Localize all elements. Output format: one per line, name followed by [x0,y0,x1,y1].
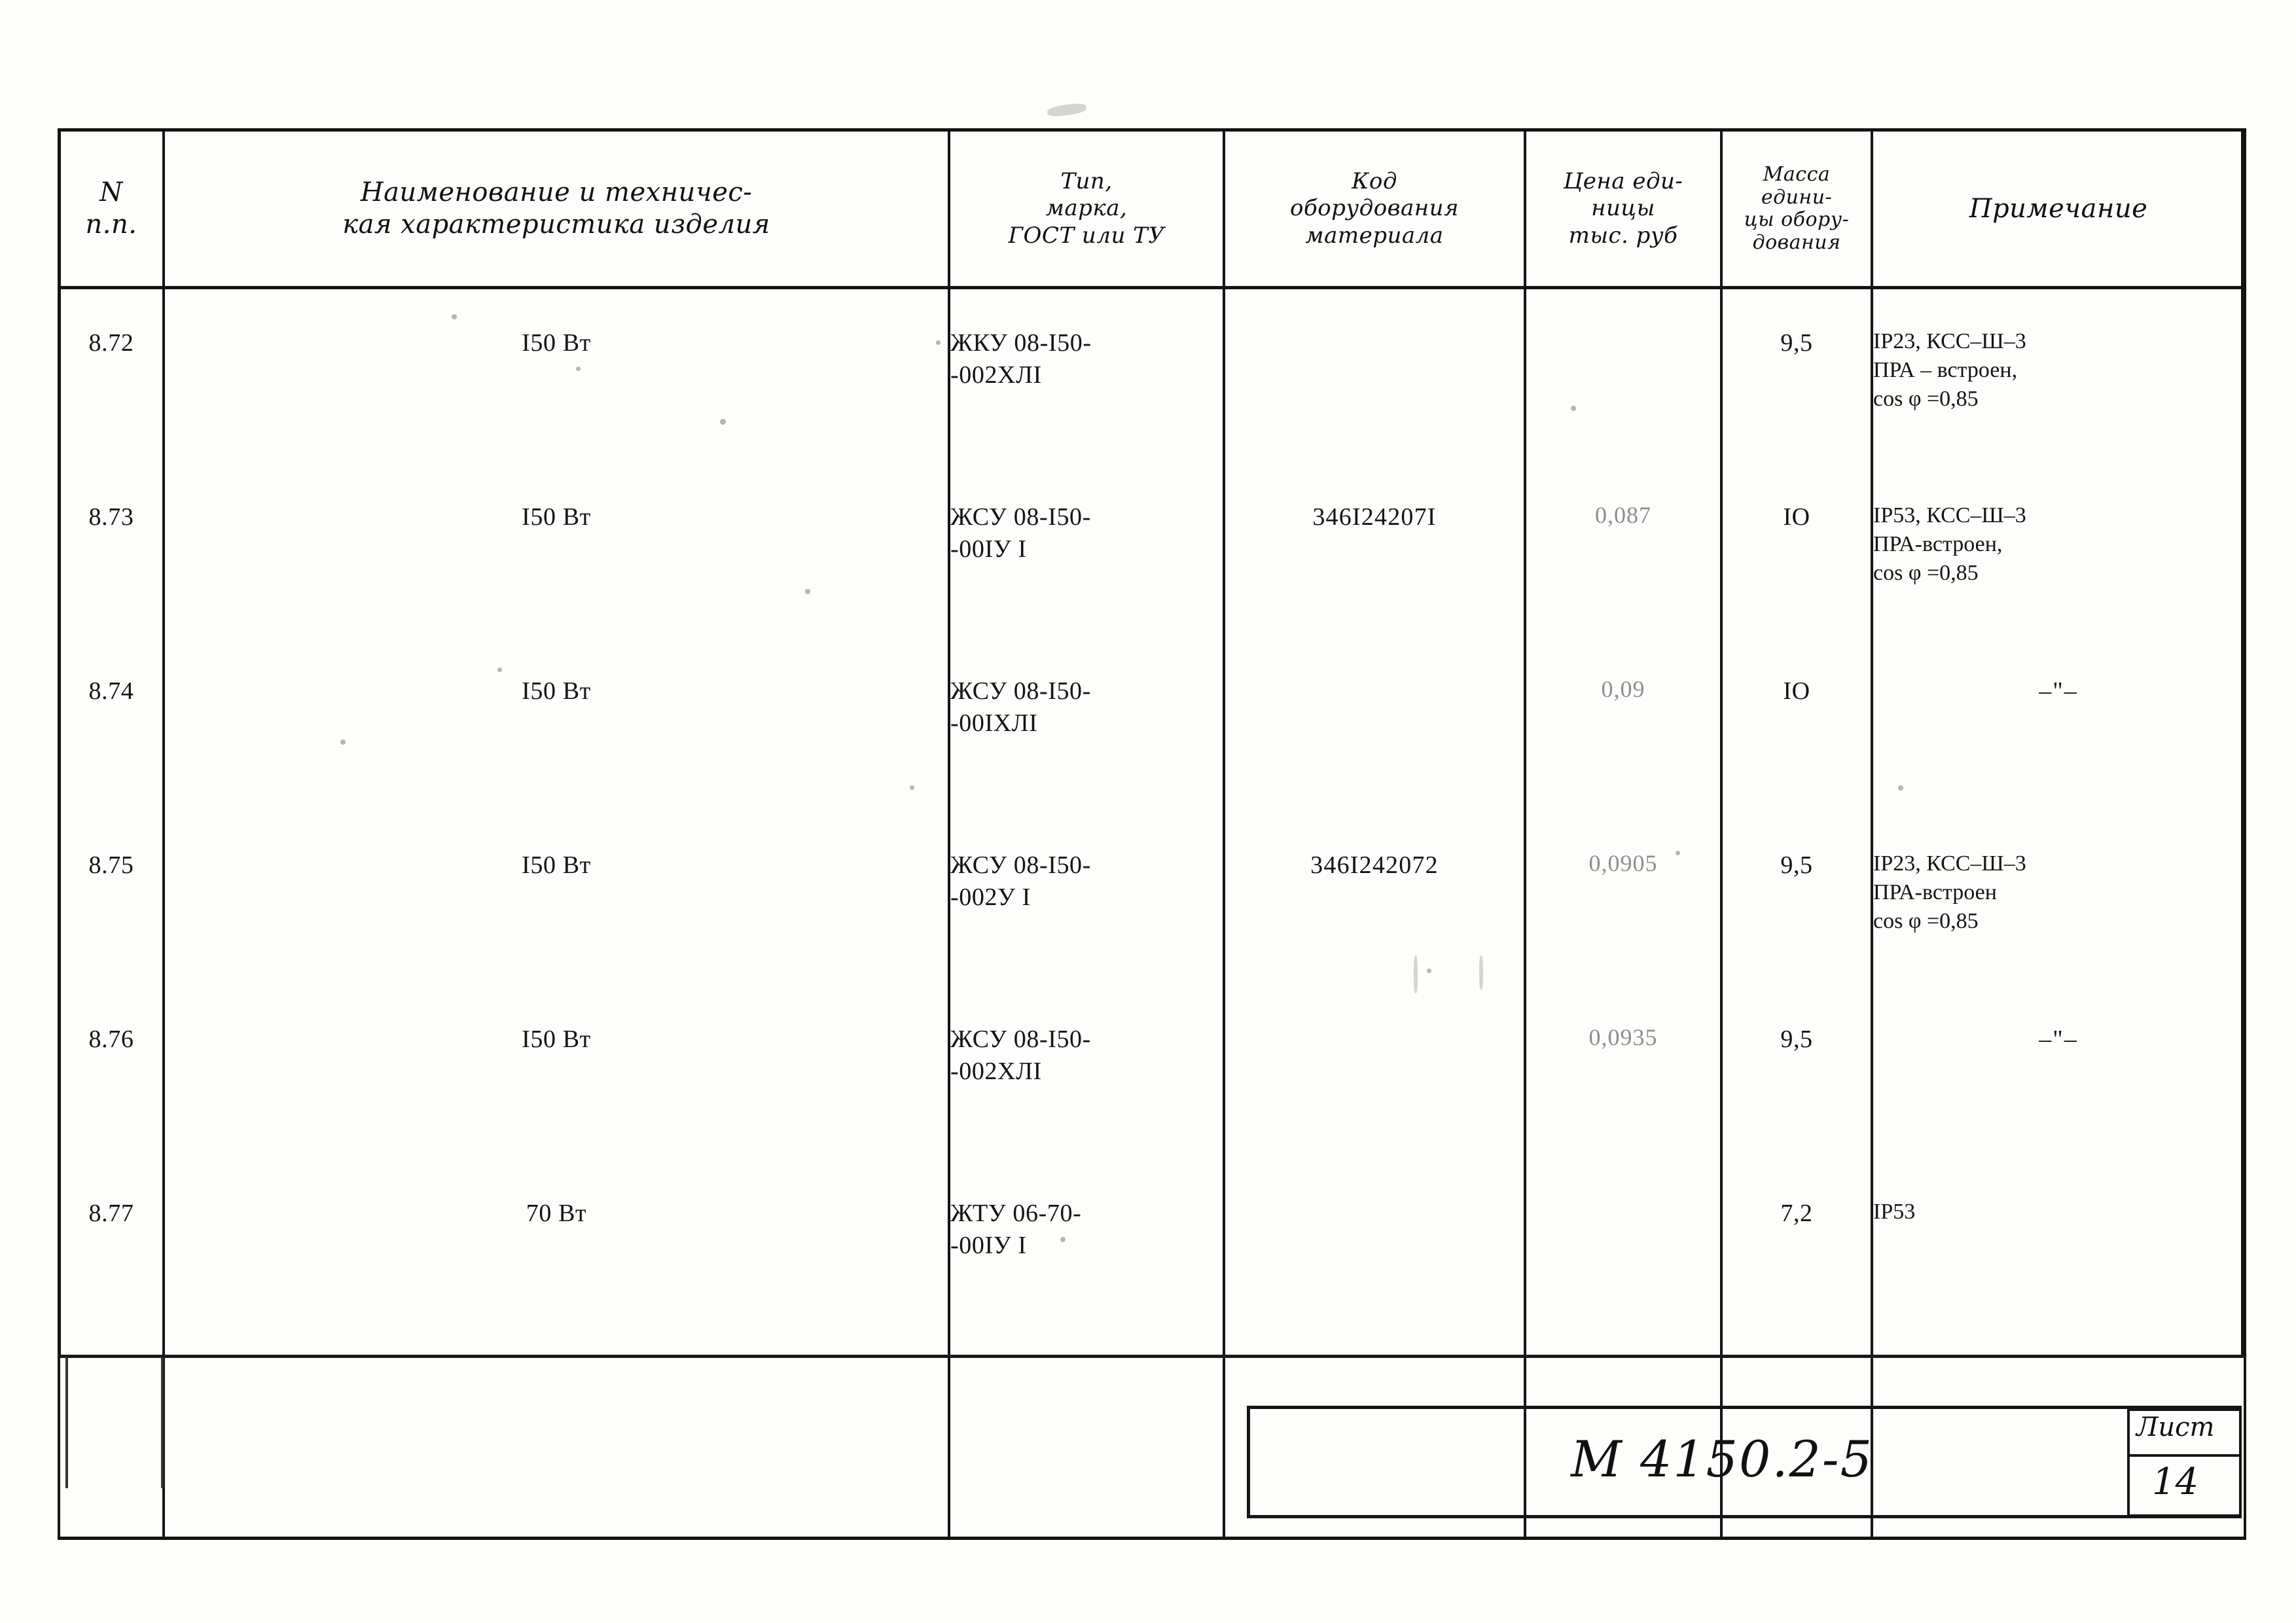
row-type-line2: -00IХЛI [950,709,1038,737]
cell-number [59,288,164,464]
table-row [59,288,2245,464]
row-note-line2: ПРА-встроен, [1873,532,2003,557]
cell-name [164,812,949,986]
row-note-line1: IР23, КСС–Ш–3 [1873,329,2026,353]
row-price-value: 0,087 [1595,502,1651,528]
specification-table-container [58,128,2244,1346]
scan-speck [805,589,810,594]
row-note-line1: –"– [2039,677,2078,705]
sheet-number: 14 [2152,1461,2199,1503]
cell-type [949,812,1224,986]
header-mass-line3: цы обору- [1744,208,1850,231]
table-header-row [59,130,2245,288]
row-mass-value: 7,2 [1780,1200,1813,1227]
table-row [59,1160,2245,1334]
header-cell-name [164,130,949,288]
cell-price [1525,637,1721,812]
header-cell-note [1872,130,2245,288]
row-note-line3: cos φ =0,85 [1873,561,1979,586]
row-number-value: 8.76 [88,1026,134,1053]
row-price-value: 0,0935 [1588,1024,1658,1050]
row-type-line2: -002ХЛI [950,1057,1042,1085]
row-name-value: I50 Вт [522,851,591,879]
cell-note [1872,812,2245,986]
cell-mass [1721,1160,1872,1334]
empty-cell-type [949,1334,1224,1539]
cell-type [949,637,1224,812]
scan-speck [576,366,581,371]
scan-speck [1676,851,1680,855]
row-mass-value: 9,5 [1780,1026,1813,1053]
scan-speck [1427,969,1431,973]
table-bottom-border [58,1355,2244,1358]
row-note-line1: –"– [2039,1026,2078,1053]
row-price-value: 0,0905 [1588,850,1658,876]
row-note-line3: cos φ =0,85 [1873,387,1979,412]
cell-number [59,986,164,1160]
column-tail-left [65,1357,68,1488]
cell-price [1525,463,1721,637]
header-mass-line4: дования [1752,230,1841,254]
row-number-value: 8.73 [88,503,134,531]
header-cell-type [949,130,1224,288]
cell-number [59,463,164,637]
row-mass-value: IO [1783,503,1810,531]
row-note-line3: cos φ =0,85 [1873,909,1979,934]
empty-cell-name [164,1334,949,1539]
cell-mass [1721,288,1872,464]
header-code-line1: Код [1352,168,1397,194]
scan-speck [340,740,346,745]
cell-name [164,986,949,1160]
cell-code [1224,288,1525,464]
cell-mass [1721,812,1872,986]
column-tail-number [161,1357,164,1488]
cell-mass [1721,637,1872,812]
row-type-line2: -002ХЛI [950,361,1042,389]
row-type-line1: ЖСУ 08-I50- [950,677,1091,705]
header-type-line1: Тип, [1060,168,1113,194]
row-note-line1: IР23, КСС–Ш–3 [1873,851,2026,876]
scan-speck [1571,406,1576,411]
row-type-line2: -00IУ I [950,1231,1027,1259]
specification-table [58,128,2246,1540]
row-number-value: 8.77 [88,1200,134,1227]
header-cell-number [59,130,164,288]
cell-name [164,288,949,464]
row-name-value: I50 Вт [522,677,591,705]
cell-note [1872,1160,2245,1334]
scan-speck [936,340,941,345]
scan-speck [452,314,457,319]
sheet-label: Лист [2136,1412,2215,1442]
row-name-value: I50 Вт [522,503,591,531]
table-row [59,986,2245,1160]
row-mass-value: 9,5 [1780,329,1813,357]
cell-number [59,637,164,812]
cell-code [1224,637,1525,812]
header-name-line2: кая характеристика изделия [342,209,770,240]
header-type-line3: ГОСТ или ТУ [1008,222,1165,249]
cell-type [949,986,1224,1160]
cell-type [949,463,1224,637]
cell-note [1872,288,2245,464]
cell-code [1224,986,1525,1160]
cell-mass [1721,986,1872,1160]
row-note-line2: ПРА-встроен [1873,880,1997,905]
table-row [59,812,2245,986]
header-number-line1: N [99,177,123,208]
header-price-line2: ницы [1591,195,1655,222]
scan-speck [720,419,726,425]
cell-type [949,288,1224,464]
header-cell-mass [1721,130,1872,288]
cell-type [949,1160,1224,1334]
header-type-line2: марка, [1045,195,1128,222]
row-note-line1: IР53, КСС–Ш–3 [1873,503,2026,527]
cell-note [1872,637,2245,812]
scan-smudge [1414,955,1418,993]
header-cell-code [1224,130,1525,288]
cell-price [1525,288,1721,464]
row-type-line1: ЖСУ 08-I50- [950,851,1091,879]
cell-price [1525,812,1721,986]
scan-speck [1898,785,1903,791]
row-code-value: 346I242072 [1310,851,1439,879]
row-name-value: 70 Вт [526,1200,587,1227]
row-name-value: I50 Вт [522,329,591,357]
sheet-number-box-divider [2127,1454,2242,1457]
header-note-line1: Примечание [1969,193,2148,224]
row-code-value: 346I24207I [1312,503,1437,531]
header-mass-line2: едини- [1761,185,1833,209]
row-price-value: 0,09 [1601,676,1645,702]
cell-mass [1721,463,1872,637]
cell-name [164,463,949,637]
row-number-value: 8.75 [88,851,134,879]
row-type-line1: ЖСУ 08-I50- [950,1026,1091,1053]
cell-price [1525,1160,1721,1334]
row-note-line1: IР53 [1873,1200,1916,1224]
scan-speck [497,668,502,672]
header-number-line2: п.п. [85,209,137,240]
row-note-line2: ПРА – встроен, [1873,358,2018,383]
row-number-value: 8.74 [88,677,134,705]
scan-smudge [1047,102,1087,118]
header-code-line3: материала [1305,222,1444,249]
header-price-line3: тыс. руб [1568,222,1678,249]
row-number-value: 8.72 [88,329,134,357]
row-type-line1: ЖКУ 08-I50- [950,329,1092,357]
scan-speck [910,785,914,790]
row-type-line1: ЖСУ 08-I50- [950,503,1091,531]
row-name-value: I50 Вт [522,1026,591,1053]
header-cell-price [1525,130,1721,288]
document-code: М 4150.2-5 [1571,1430,1873,1488]
scan-smudge [1479,955,1483,990]
cell-note [1872,986,2245,1160]
cell-number [59,1160,164,1334]
header-price-line1: Цена еди- [1563,168,1683,194]
scan-speck [1060,1237,1066,1242]
row-type-line1: ЖТУ 06-70- [950,1200,1082,1227]
row-type-line2: -00IУ I [950,535,1027,563]
table-row [59,463,2245,637]
cell-code [1224,463,1525,637]
empty-cell-number [59,1334,164,1539]
cell-price [1525,986,1721,1160]
cell-name [164,1160,949,1334]
header-name-line1: Наименование и техничес- [360,177,753,208]
table-row [59,637,2245,812]
cell-name [164,637,949,812]
cell-note [1872,463,2245,637]
row-type-line2: -002У I [950,883,1031,911]
header-mass-line1: Масса [1763,163,1831,186]
cell-number [59,812,164,986]
row-mass-value: 9,5 [1780,851,1813,879]
row-mass-value: IO [1783,677,1810,705]
header-code-line2: оборудования [1289,195,1460,222]
cell-code [1224,1160,1525,1334]
